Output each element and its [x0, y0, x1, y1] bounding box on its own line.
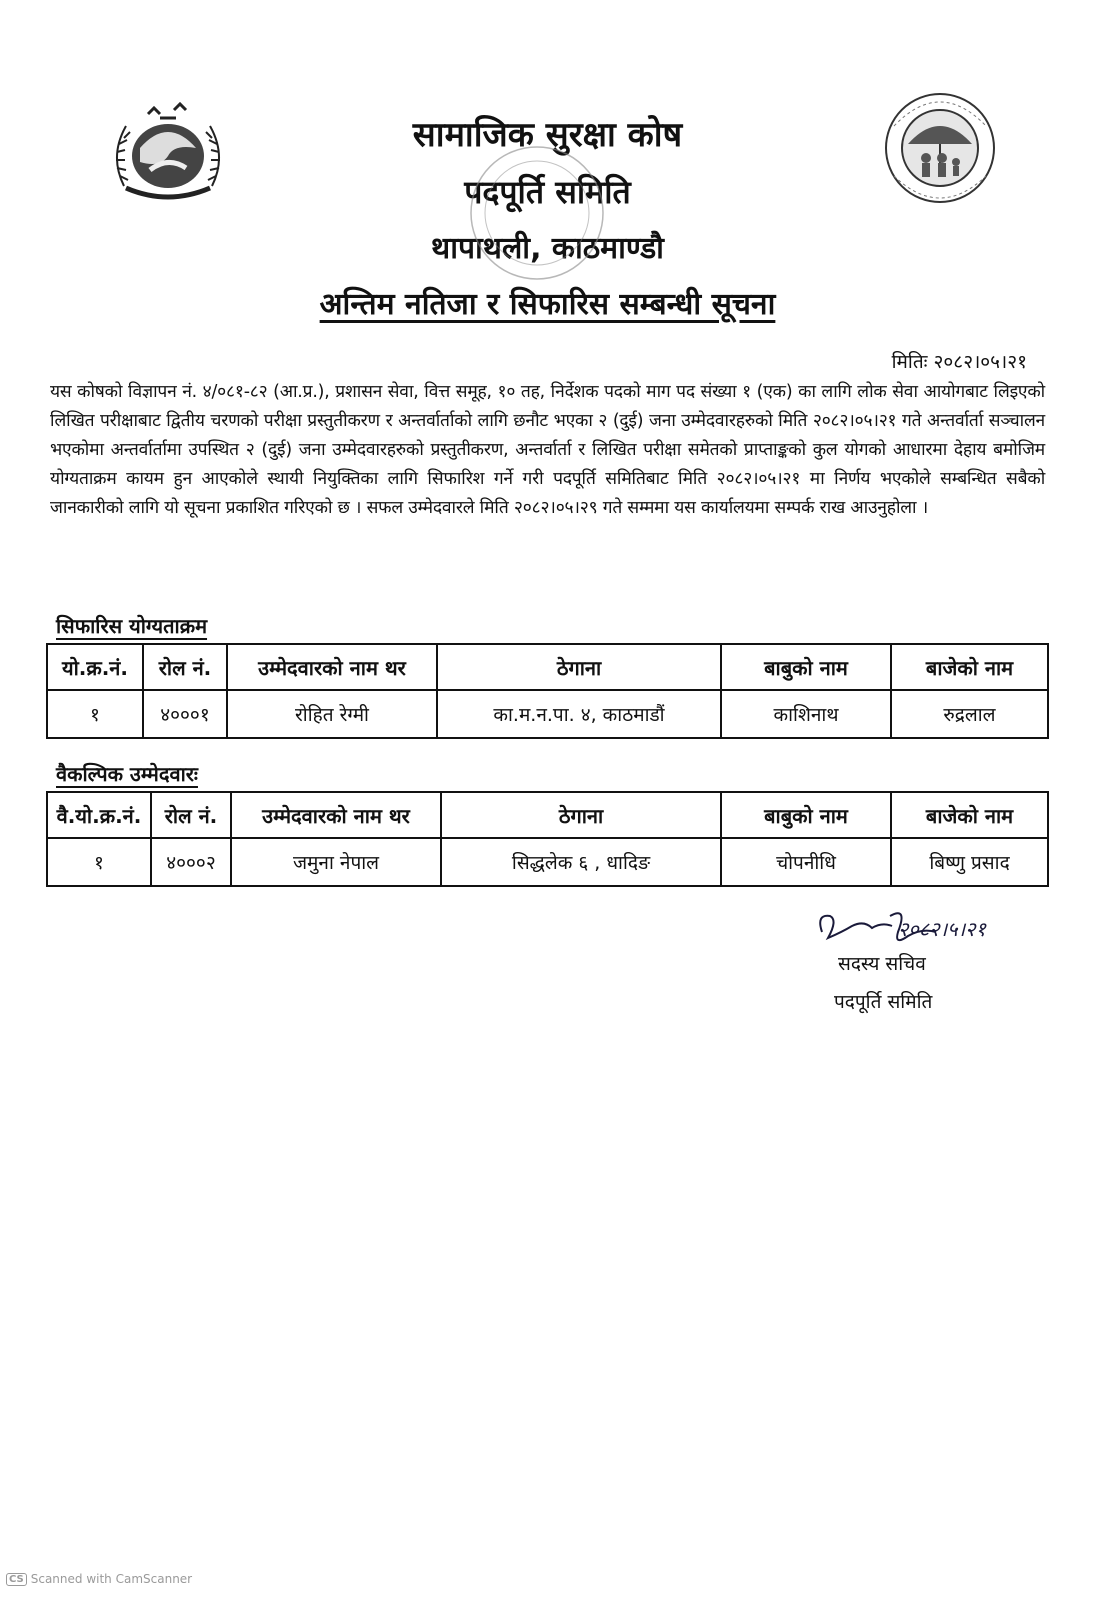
camscanner-text: Scanned with CamScanner — [30, 1572, 193, 1586]
cell-father: काशिनाथ — [721, 690, 891, 738]
alternate-label: वैकल्पिक उम्मेदवारः — [56, 762, 198, 786]
notice-title — [0, 282, 1095, 323]
committee-name: पदपूर्ति समिति — [464, 173, 631, 211]
col-address-header: ठेगाना — [437, 644, 721, 690]
cell-roll: ४०००२ — [151, 838, 231, 886]
col-father-header: बाबुको नाम — [721, 792, 891, 838]
recommended-table — [46, 643, 1049, 739]
cell-name: रोहित रेग्मी — [227, 690, 437, 738]
table-header-row — [47, 792, 1048, 838]
col-grandfather-header: बाजेको नाम — [891, 644, 1048, 690]
cell-address: का.म.न.पा. ४, काठमाडौं — [437, 690, 721, 738]
notice-title-text: अन्तिम नतिजा र सिफारिस सम्बन्धी सूचना — [319, 287, 776, 322]
cell-grandfather: बिष्णु प्रसाद — [891, 838, 1048, 886]
camscanner-watermark — [6, 1572, 192, 1586]
cell-grandfather: रुद्रलाल — [891, 690, 1048, 738]
handwritten-date: २०८२।५।२१ — [898, 917, 986, 941]
cell-serial: १ — [47, 690, 143, 738]
col-serial-header: वै.यो.क्र.नं. — [47, 792, 151, 838]
cell-roll: ४०००१ — [143, 690, 227, 738]
cell-address: सिद्धलेक ६ , धादिङ — [441, 838, 721, 886]
office-seal-stamp — [462, 138, 612, 288]
col-roll-header: रोल नं. — [143, 644, 227, 690]
notice-date: मितिः २०८२।०५।२१ — [891, 351, 1027, 373]
camscanner-badge: CS — [6, 1573, 27, 1586]
org-name: सामाजिक सुरक्षा कोष — [412, 115, 683, 155]
table-row — [47, 838, 1048, 886]
cell-serial: १ — [47, 838, 151, 886]
table-row — [47, 690, 1048, 738]
col-father-header: बाबुको नाम — [721, 644, 891, 690]
col-roll-header: रोल नं. — [151, 792, 231, 838]
col-serial-header: यो.क्र.नं. — [47, 644, 143, 690]
table-header-row — [47, 644, 1048, 690]
alternate-table — [46, 791, 1049, 887]
col-address-header: ठेगाना — [441, 792, 721, 838]
cell-name: जमुना नेपाल — [231, 838, 441, 886]
col-grandfather-header: बाजेको नाम — [891, 792, 1048, 838]
cell-father: चोपनीधि — [721, 838, 891, 886]
recommended-label: सिफारिस योग्यताक्रम — [56, 614, 208, 638]
office-location: थापाथली, काठमाण्डौ — [431, 231, 664, 266]
signatory-committee: पदपूर्ति समिति — [834, 991, 933, 1013]
signatory-title: सदस्य सचिव — [838, 953, 926, 975]
col-name-header: उम्मेदवारको नाम थर — [231, 792, 441, 838]
notice-body: यस कोषको विज्ञापन नं. ४/०८१-८२ (आ.प्र.), प्रशासन सेवा, वित्त समूह, १० तह, निर्देशक पदको माग पद संख्या १ (एक) का लागि लोक सेवा आयोगबाट लिइएको लिखित परीक्षाबाट द्वितीय चरणको परीक्षा प्रस्तुतीकरण र अन्तर्वार्ताको लागि छनौट भएका २ (दुई) जना उम्मेदवारहरुको मिति २०८२।०५।२१ गते अन्तर्वार्ता सञ्चालन भएकोमा अन्तर्वार्तामा उपस्थित २ (दुई) जना उम्मेदवारहरुको प्रस्तुतीकरण, अन्तर्वार्ता र लिखित परीक्षा समेतको प्राप्ताङ्कको कुल योगको आधारमा देहाय बमोजिम योग्यताक्रम कायम हुन आएकोले स्थायी नियुक्तिका लागि सिफारिश गर्ने गरी पदपूर्ति समितिबाट मिति २०८२।०५।२१ मा निर्णय भएकोले सम्बन्धित सबैको जानकारीको लागि यो सूचना प्रकाशित गरिएको छ । सफल उम्मेदवारले मिति २०८२।०५।२९ गते सम्ममा यस कार्यालयमा सम्पर्क राख आउनुहोला । — [50, 382, 1045, 518]
col-name-header: उम्मेदवारको नाम थर — [227, 644, 437, 690]
